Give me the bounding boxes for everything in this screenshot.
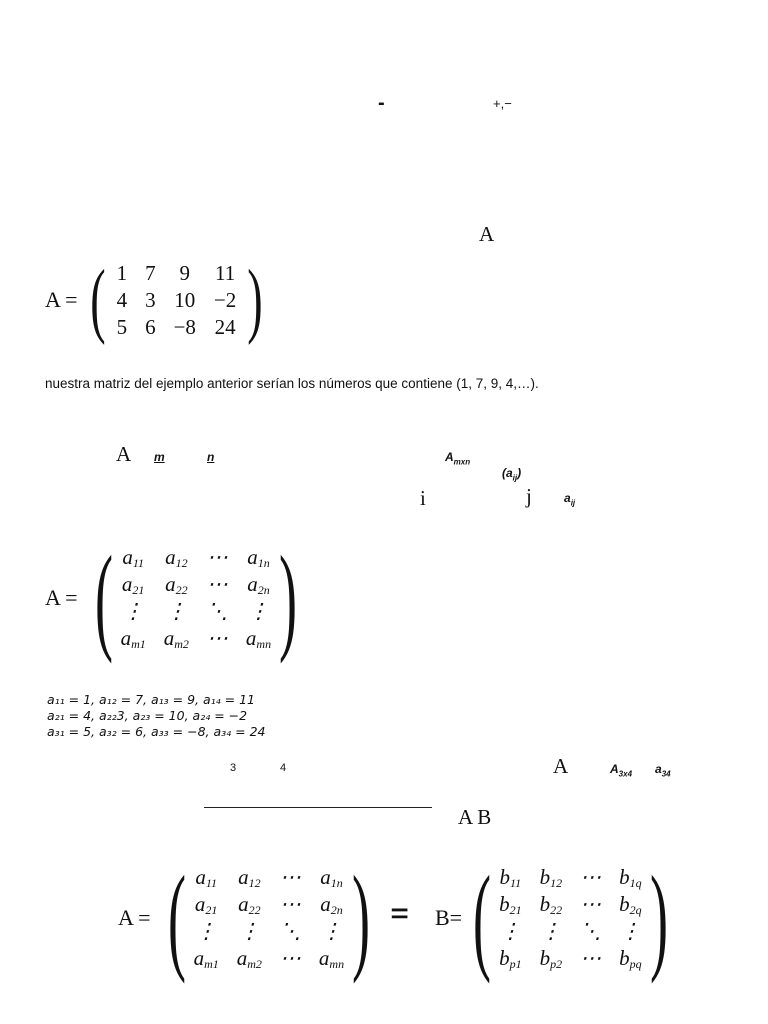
cell-subscript: 11 [205,875,217,890]
right-paren: ) [279,531,298,664]
matrix-cell [531,891,572,918]
cell-base: b [619,945,630,970]
matrix-row [490,891,651,918]
label-a-b: A B [458,805,492,829]
matrix-cell [228,945,271,972]
cell-base: b [499,891,510,916]
cell-subscript: 21 [132,582,145,597]
matrix-row [112,544,281,571]
matrix-cell [310,945,353,972]
cell-base: a [163,625,175,650]
cell-subscript: mn [329,956,345,971]
matrix-cell [571,864,610,891]
cell-subscript: 22 [175,582,188,597]
matrix-a-general [45,531,308,664]
matrix-b-compare [435,851,679,984]
matrix-cell: 6 [145,314,156,339]
matrix-cell [310,864,353,891]
matrix-cell: 7 [145,260,156,285]
matrix-cell [531,864,572,891]
matrix-cell [310,918,353,945]
matrix-cell [610,891,651,918]
matrix-cell: 3 [145,287,156,312]
cell-base: b [539,891,551,916]
matrix-lhs: A = [118,905,151,930]
matrix-cell: −2 [213,287,237,312]
cell-base: ⋮ [122,599,144,623]
cell-subscript: 22 [248,902,261,917]
matrix-row [185,945,354,972]
amxn-sub: mxn [453,457,471,467]
matrix-row [112,571,281,598]
cell-base: a [193,945,205,970]
dims-aij [564,491,575,507]
cell-base: a [245,625,257,650]
matrix-row [108,260,246,287]
cell-base: ⋯ [279,865,301,889]
dims-aij-paren [502,466,521,482]
matrix-cell [571,945,610,972]
matrix-cell: −8 [173,314,196,339]
matrix-cell [185,918,228,945]
dims-amxn [445,450,470,466]
matrix-cell [610,864,651,891]
cell-base: ⋯ [279,946,301,970]
cell-base: a [121,571,133,596]
matrix-cell [228,918,271,945]
matrix-cell [185,945,228,972]
matrix-cell: 1 [116,260,128,285]
cell-base: ⋯ [580,865,602,889]
matrix-cell [198,544,237,571]
cell-subscript: m2 [174,636,189,651]
cell-base: ⋯ [279,892,301,916]
matrix-cell [237,571,280,598]
matrix-lhs: A = [45,585,78,610]
cell-subscript: 12 [248,875,261,890]
matrix-cell [490,864,531,891]
matrix-cell [531,918,572,945]
matrix-body [490,864,651,972]
cell-base: a [320,891,331,916]
cell-base: a [236,945,248,970]
aij-sub: ij [570,498,576,508]
cell-subscript: m2 [247,956,262,971]
matrix-row [490,945,651,972]
matrix-cell [271,945,310,972]
matrix-cell [237,544,280,571]
cell-base: b [539,945,551,970]
matrix-cell [228,891,271,918]
matrix-body [108,260,246,341]
cell-base: a [238,864,249,889]
size-a3x4 [610,762,632,778]
aij-paren-open: (a [502,466,513,480]
size-a34 [655,762,671,778]
aij-paren-sub: ij [512,473,518,483]
aij-base: a [564,491,571,505]
cell-base: ⋯ [206,572,228,596]
left-paren: ( [167,851,186,984]
cell-subscript: 21 [509,902,522,917]
matrix-cell: 10 [174,287,196,312]
matrix-cell [571,891,610,918]
left-paren: ( [473,851,492,984]
matrix-lhs: A = [45,287,78,312]
horizontal-rule [204,807,432,808]
cell-base: ⋱ [580,919,602,943]
cell-subscript: mn [256,636,272,651]
cell-base: a [165,544,176,569]
cell-base: ⋯ [206,626,228,650]
cell-base: a [194,891,206,916]
right-paren: ) [649,851,668,984]
cell-subscript: m1 [131,636,146,651]
dims-a: A [116,442,132,466]
matrix-body [185,864,354,972]
cell-base: b [619,864,630,889]
matrix-cell [155,544,198,571]
matrix-cell [112,598,155,625]
cell-base: a [238,891,249,916]
cell-base: ⋮ [247,599,269,623]
matrix-row [108,287,246,314]
matrix-cell [112,571,155,598]
matrix-row [108,314,246,341]
matrix-cell [155,625,198,652]
equation-row-3: a₃₁ = 5, a₃₂ = 6, a₃₃ = −8, a₃₄ = 24 [47,724,266,739]
cell-base: a [195,864,206,889]
cell-base: a [320,864,331,889]
paragraph-numbers: nuestra matriz del ejemplo anterior serían los números que contiene (1, 7, 9, 4,…). [45,376,539,391]
a3x4-base: A [610,762,619,776]
right-paren: ) [247,253,263,346]
cell-base: b [539,864,551,889]
matrix-cell [490,918,531,945]
cell-subscript: 1n [257,555,270,570]
cell-base: ⋯ [206,545,228,569]
cell-subscript: 2n [330,902,343,917]
cell-subscript: 21 [205,902,218,917]
matrix-cell: 5 [116,314,128,339]
cell-subscript: 12 [175,555,188,570]
matrix-a-compare [118,851,381,984]
matrix-row [490,864,651,891]
cell-base: a [247,571,258,596]
label-a: A [479,222,495,246]
matrix-cell [490,891,531,918]
amxn-base: A [445,450,454,464]
matrix-cell: 11 [214,260,236,285]
matrix-cell [155,571,198,598]
cell-base: b [619,891,630,916]
cell-base: ⋮ [499,919,521,943]
cell-subscript: p1 [509,956,522,971]
a3x4-sub: 3x4 [618,769,633,779]
matrix-cell [112,625,155,652]
matrix-cell [531,945,572,972]
cell-subscript: 2q [629,902,642,917]
cell-subscript: p2 [550,956,563,971]
matrix-cell [490,945,531,972]
cell-base: a [122,544,133,569]
cell-base: ⋮ [320,919,342,943]
matrix-cell [610,945,651,972]
matrix-cell [271,918,310,945]
matrix-row [185,864,354,891]
cell-base: ⋱ [206,599,228,623]
cell-base: ⋮ [238,919,260,943]
cell-base: a [247,544,258,569]
dims-m: m [154,450,165,464]
matrix-cell [198,571,237,598]
cell-subscript: 11 [132,555,144,570]
matrix-cell [310,891,353,918]
matrix-cell [198,598,237,625]
equals-symbol: = [390,898,409,928]
cell-subscript: 1q [629,875,642,890]
matrix-cell: 9 [179,260,190,285]
size-four: 4 [280,762,287,774]
matrix-body [112,544,281,652]
a34-base: a [655,762,662,776]
matrix-cell: 4 [116,287,128,312]
equation-row-2: a₂₁ = 4, a₂₂3, a₂₃ = 10, a₂₄ = −2 [47,708,248,723]
cell-subscript: 22 [550,902,563,917]
a34-sub: 34 [661,769,671,779]
dims-i: i [420,486,426,510]
equation-row-1: a₁₁ = 1, a₁₂ = 7, a₁₃ = 9, a₁₄ = 11 [47,692,256,707]
matrix-cell [571,918,610,945]
matrix-cell [271,864,310,891]
matrix-row [185,918,354,945]
cell-base: ⋮ [195,919,217,943]
left-paren: ( [94,531,113,664]
cell-subscript: 2n [257,582,270,597]
matrix-cell [237,625,280,652]
matrix-cell [112,544,155,571]
size-a: A [553,754,569,778]
matrix-cell [185,891,228,918]
cell-base: a [318,945,330,970]
cell-subscript: pq [629,956,642,971]
matrix-cell [198,625,237,652]
matrix-cell [228,864,271,891]
cell-subscript: 12 [550,875,563,890]
matrix-cell [237,598,280,625]
cell-base: ⋯ [580,946,602,970]
aij-paren-close: ) [517,466,522,480]
matrix-cell: 24 [214,314,236,339]
top-dash: - [378,92,385,114]
matrix-cell [271,891,310,918]
cell-base: ⋮ [540,919,562,943]
cell-base: ⋮ [619,919,641,943]
dims-n: n [207,450,215,464]
matrix-cell [610,918,651,945]
matrix-lhs: B= [435,905,463,930]
matrix-row [185,891,354,918]
matrix-cell [185,864,228,891]
cell-base: ⋱ [279,919,301,943]
matrix-row [490,918,651,945]
cell-base: a [165,571,176,596]
dims-j: j [526,484,532,508]
cell-base: a [120,625,132,650]
cell-base: b [499,864,510,889]
top-operators: +,− [493,96,512,111]
matrix-a-example [45,253,269,346]
matrix-row [112,625,281,652]
cell-base: ⋯ [580,892,602,916]
cell-base: b [499,945,510,970]
matrix-row [112,598,281,625]
left-paren: ( [89,253,106,346]
matrix-cell [155,598,198,625]
size-three: 3 [230,762,237,774]
cell-subscript: 11 [510,875,522,890]
cell-subscript: 1n [330,875,343,890]
cell-base: ⋮ [165,599,187,623]
cell-subscript: m1 [204,956,219,971]
right-paren: ) [352,851,371,984]
